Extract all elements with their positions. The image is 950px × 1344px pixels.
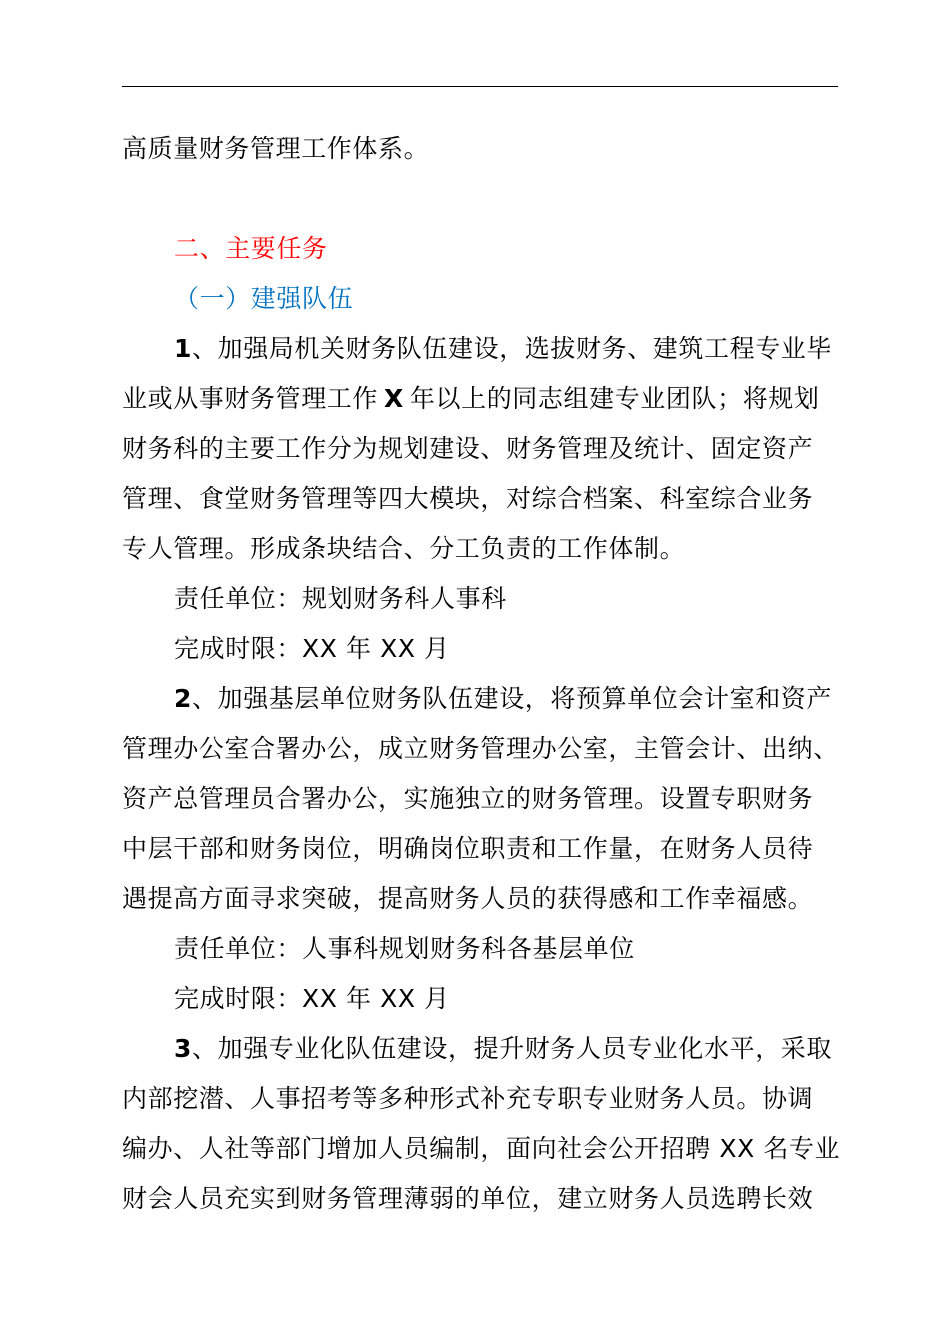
section-heading: 二、主要任务 xyxy=(174,234,328,263)
years-placeholder: X xyxy=(384,384,404,413)
subsection-heading: （一）建强队伍 xyxy=(174,284,354,313)
item-1-deadline: 完成时限：XX 年 XX 月 xyxy=(174,634,450,663)
item-number: 2 xyxy=(174,684,192,713)
item-number: 1 xyxy=(174,334,192,363)
item-1-responsible-unit: 责任单位：规划财务科人事科 xyxy=(174,584,507,613)
item-number: 3 xyxy=(174,1034,192,1063)
item-3-line-1: 3、加强专业化队伍建设，提升财务人员专业化水平，采取 xyxy=(174,1034,833,1063)
header-rule xyxy=(122,86,838,87)
item-1-line-3: 财务科的主要工作分为规划建设、财务管理及统计、固定资产 xyxy=(122,434,814,463)
continuation-line: 高质量财务管理工作体系。 xyxy=(122,134,430,163)
item-2-responsible-unit: 责任单位：人事科规划财务科各基层单位 xyxy=(174,934,635,963)
item-2-line-1: 2、加强基层单位财务队伍建设，将预算单位会计室和资产 xyxy=(174,684,833,713)
item-3-line-3: 编办、人社等部门增加人员编制，面向社会公开招聘 XX 名专业 xyxy=(122,1134,841,1163)
item-2-line-2: 管理办公室合署办公，成立财务管理办公室，主管会计、出纳、 xyxy=(122,734,839,763)
item-3-line-2: 内部挖潜、人事招考等多种形式补充专职专业财务人员。协调 xyxy=(122,1084,814,1113)
item-2-deadline: 完成时限：XX 年 XX 月 xyxy=(174,984,450,1013)
item-2-line-3: 资产总管理员合署办公，实施独立的财务管理。设置专职财务 xyxy=(122,784,814,813)
item-2-line-4: 中层干部和财务岗位，明确岗位职责和工作量，在财务人员待 xyxy=(122,834,814,863)
item-1-line-5: 专人管理。形成条块结合、分工负责的工作体制。 xyxy=(122,534,686,563)
item-2-line-5: 遇提高方面寻求突破，提高财务人员的获得感和工作幸福感。 xyxy=(122,884,814,913)
item-1-line-2: 业或从事财务管理工作 X 年以上的同志组建专业团队；将规划 xyxy=(122,384,820,413)
item-1-line-1: 1、加强局机关财务队伍建设，选拔财务、建筑工程专业毕 xyxy=(174,334,833,363)
item-3-line-4: 财会人员充实到财务管理薄弱的单位，建立财务人员选聘长效 xyxy=(122,1184,814,1213)
item-1-line-4: 管理、食堂财务管理等四大模块，对综合档案、科室综合业务 xyxy=(122,484,814,513)
